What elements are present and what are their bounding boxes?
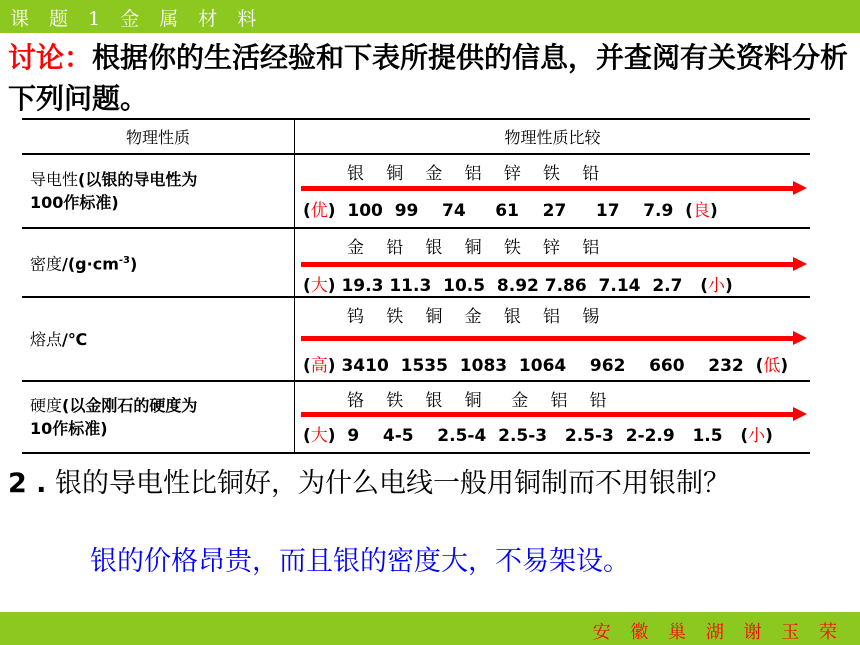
- value-line: [303, 421, 773, 446]
- col-header-property: 物理性质: [22, 119, 295, 154]
- answer-text: 银的价格昂贵，而且银的密度大，不易架设。: [90, 546, 630, 577]
- table-header-row: [22, 119, 810, 154]
- property-note-2: 10作标准): [30, 419, 108, 438]
- arrow-icon: [301, 336, 801, 341]
- header-bar: [0, 0, 860, 33]
- metal-order: 银 铜 金 铝 锌 铁 铅: [347, 164, 600, 184]
- paren: ): [780, 356, 789, 376]
- left-tag: 大: [310, 276, 328, 296]
- value-line: [303, 196, 718, 221]
- table-row: [22, 154, 810, 228]
- comparison-cell: [295, 228, 811, 297]
- paren: (: [303, 356, 311, 376]
- property-note: /(g·cm: [62, 254, 119, 274]
- arrow-icon: [301, 186, 801, 191]
- left-tag: 大: [310, 426, 328, 446]
- table-row: [22, 381, 810, 453]
- properties-table: [22, 118, 810, 454]
- left-tag: 高: [310, 356, 328, 376]
- discussion-heading: [8, 37, 858, 119]
- property-label: [22, 228, 295, 297]
- right-tag: 小: [707, 276, 725, 296]
- table-row: [22, 297, 810, 381]
- footer-bar: [0, 612, 860, 645]
- arrow-icon: [301, 262, 801, 267]
- property-note: (以金刚石的硬度为: [62, 396, 198, 415]
- metal-order: 铬 铁 银 铜 金 铝 铅: [347, 391, 607, 411]
- paren: (: [303, 276, 311, 296]
- property-label: [22, 154, 295, 228]
- property-name: 密度: [30, 254, 63, 274]
- values: 9 4-5 2.5-4 2.5-3 2.5-3 2-2.9 1.5 (: [335, 426, 749, 446]
- paren: ): [327, 356, 336, 376]
- right-tag: 低: [763, 356, 781, 376]
- paren: ): [765, 426, 773, 446]
- table-row: [22, 228, 810, 297]
- values: 19.3 11.3 10.5 8.92 7.86 7.14 2.7 (: [335, 276, 708, 296]
- paren: ): [724, 276, 733, 296]
- property-note: /℃: [62, 329, 88, 349]
- left-tag: 优: [310, 201, 328, 221]
- right-tag: 良: [692, 201, 710, 221]
- discussion-lead: 讨论：: [8, 41, 93, 74]
- property-note-2: 100作标准): [30, 193, 119, 212]
- question-number: 2 .: [8, 468, 47, 499]
- value-line: [303, 271, 733, 296]
- property-name: 导电性: [30, 170, 79, 189]
- discussion-text: 根据你的生活经验和下表所提供的信息，并查阅有关资料分析下列问题。: [8, 41, 849, 115]
- arrow-icon: [301, 412, 801, 417]
- lesson-title: 课 题 1 金 属 材 料: [10, 8, 264, 30]
- author-credit: 安 徽 巢 湖 谢 玉 荣: [592, 622, 844, 643]
- superscript: -3: [118, 255, 130, 267]
- values: 100 99 74 61 27 17 7.9 (: [335, 201, 693, 221]
- property-name: 熔点: [30, 329, 63, 349]
- comparison-cell: [295, 297, 811, 381]
- property-label: [22, 381, 295, 453]
- question-2: [8, 465, 848, 503]
- right-tag: 小: [748, 426, 766, 446]
- metal-order: 钨 铁 铜 金 银 铝 锡: [347, 307, 600, 327]
- paren: ): [327, 201, 336, 221]
- paren: ): [327, 426, 336, 446]
- metal-order: 金 铅 银 铜 铁 锌 铝: [347, 238, 600, 258]
- paren: ): [327, 276, 336, 296]
- property-note-2: ): [129, 254, 138, 274]
- paren: ): [709, 201, 718, 221]
- property-label: [22, 297, 295, 381]
- property-note: (以银的导电性为: [78, 170, 198, 189]
- paren: (: [303, 426, 311, 446]
- comparison-cell: [295, 154, 811, 228]
- property-name: 硬度: [30, 396, 63, 415]
- values: 3410 1535 1083 1064 962 660 232 (: [335, 356, 764, 376]
- col-header-comparison: 物理性质比较: [295, 119, 811, 154]
- comparison-cell: [295, 381, 811, 453]
- paren: (: [303, 201, 311, 221]
- question-text: 银的导电性比铜好，为什么电线一般用铜制而不用银制？: [55, 468, 731, 499]
- value-line: [303, 351, 788, 376]
